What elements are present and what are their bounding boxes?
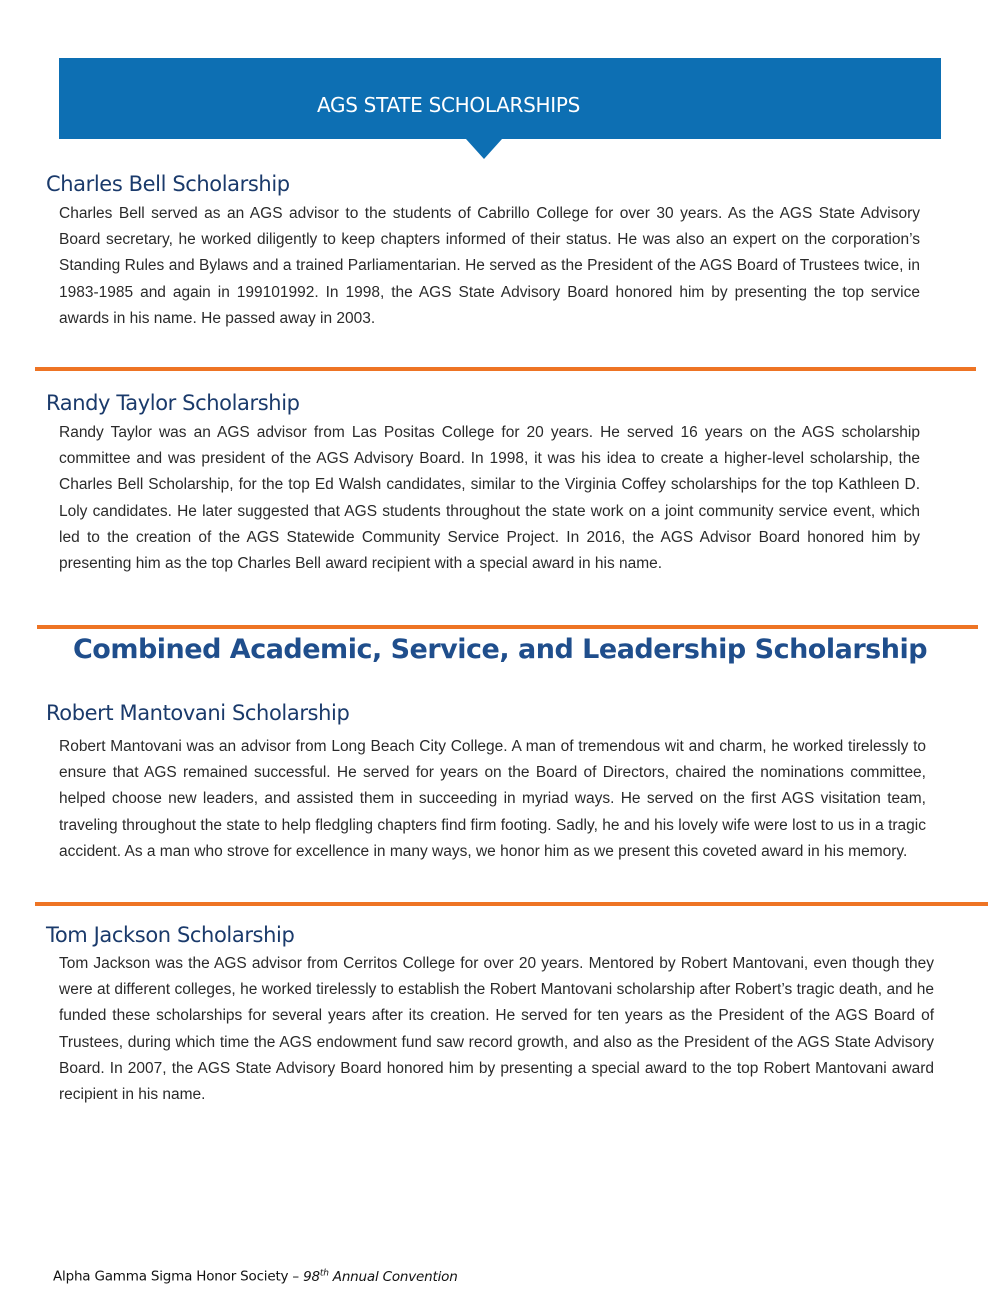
paragraph-tom-jackson: Tom Jackson was the AGS advisor from Cerritos College for over 20 years. Mentored by Robert Mantovani, even though they were at different colleges, he worked tirelessly to establish the Robert Mantovani scholarship after Robert’s tragic death, and he funded these scholarships for several years after its creation. He served for ten years as the President of the AGS Board of Trustees, during which time the AGS endowment fund saw record growth, and also as the President of the AGS State Advisory Board. In 2007, the AGS State Advisory Board honored him by presenting a special award to the top Robert Mantovani award recipient in his name. <box>59 955 934 1104</box>
heading-charles-bell: Charles Bell Scholarship <box>46 172 290 196</box>
divider-orange <box>37 625 978 629</box>
heading-tom-jackson: Tom Jackson Scholarship <box>46 923 295 947</box>
banner-pointer <box>466 139 502 159</box>
paragraph-robert-mantovani: Robert Mantovani was an advisor from Long Beach City College. A man of tremendous wit and charm, he worked tirelessly to ensure that AGS remained successful. He served for years on the Board of Directors, chaired the nominations committee, helped choose new leaders, and assisted them in succeeding in myriad ways. He served on the first AGS visitation team, traveling throughout the state to help fledgling chapters find firm footing. Sadly, he and his lovely wife were lost to us in a tragic accident. As a man who strove for excellence in many ways, we honor him as we present this coveted award in his memory. <box>59 738 926 860</box>
banner-title: AGS STATE SCHOLARSHIPS <box>317 93 580 117</box>
heading-robert-mantovani: Robert Mantovani Scholarship <box>46 701 350 725</box>
divider-orange <box>35 367 976 371</box>
heading-randy-taylor: Randy Taylor Scholarship <box>46 391 300 415</box>
footer-org: Alpha Gamma Sigma Honor Society – <box>53 1268 304 1285</box>
footer-convention: 98th Annual Convention <box>303 1268 458 1285</box>
footer <box>53 1268 458 1285</box>
paragraph-charles-bell: Charles Bell served as an AGS advisor to the students of Cabrillo College for over 30 years. As the AGS State Advisory Board secretary, he worked diligently to keep chapters informed of their status. He was also an expert on the corporation’s Standing Rules and Bylaws and a trained Parliamentarian. He served as the President of the AGS Board of Trustees twice, in 1983-1985 and again in 199101992. In 1998, the AGS State Advisory Board honored him by presenting the top service awards in his name. He passed away in 2003. <box>59 205 920 327</box>
section-title-combined: Combined Academic, Service, and Leadership Scholarship <box>72 634 928 665</box>
paragraph-randy-taylor: Randy Taylor was an AGS advisor from Las Positas College for 20 years. He served 16 years on the AGS scholarship committee and was president of the AGS Advisory Board. In 1998, it was his idea to create a higher-level scholarship, the Charles Bell Scholarship, for the top Ed Walsh candidates, similar to the Virginia Coffey scholarships for the top Kathleen D. Loly candidates. He later suggested that AGS students throughout the state work on a joint community service event, which led to the creation of the AGS Statewide Community Service Project. In 2016, the AGS Advisor Board honored him by presenting him as the top Charles Bell award recipient with a special award in his name. <box>59 424 920 573</box>
divider-orange <box>35 902 988 906</box>
